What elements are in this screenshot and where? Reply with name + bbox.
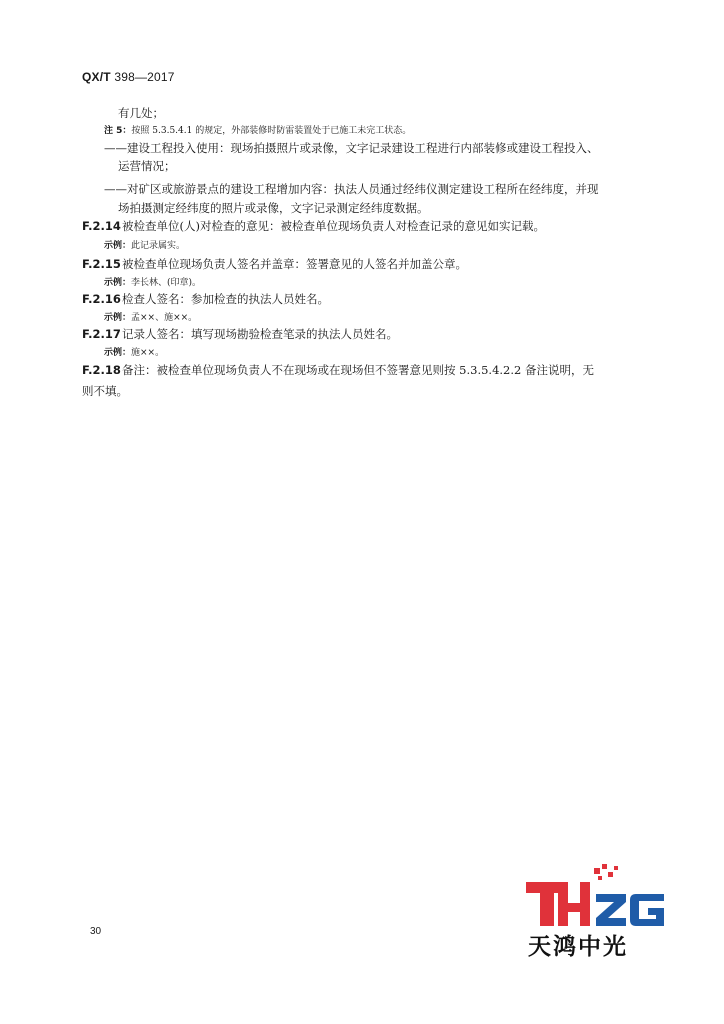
section-continuation: 则不填。 — [82, 384, 128, 398]
example-label: 示例： — [104, 241, 132, 251]
text-line: 有几处； — [118, 106, 164, 120]
section-number: F.2.16 — [82, 292, 121, 306]
section-text: 被检查单位(人)对检查的意见：被检查单位现场负责人对检查记录的意见如实记载。 — [122, 219, 545, 233]
section-text: 记录人签名：填写现场勘验检查笔录的执法人员姓名。 — [122, 327, 398, 341]
section-number: F.2.18 — [82, 363, 121, 377]
example-text: 李长林、(印章)。 — [131, 278, 202, 288]
section-f-2-15 — [82, 256, 467, 272]
document-code — [82, 70, 175, 84]
section-text: 被检查单位现场负责人签名并盖章：签署意见的人签名并加盖公章。 — [122, 257, 467, 271]
section-f-2-16 — [82, 291, 329, 307]
section-number: F.2.14 — [82, 219, 121, 233]
example-line — [104, 345, 164, 361]
logo-mark-icon — [524, 860, 669, 928]
section-f-2-18 — [82, 362, 594, 378]
section-f-2-14 — [82, 218, 545, 234]
section-text: 检查人签名：参加检查的执法人员姓名。 — [122, 292, 329, 306]
section-f-2-17 — [82, 326, 398, 342]
section-text: 备注：被检查单位现场负责人不在现场或在现场但不签署意见则按 5.3.5.4.2.2 备注说明，无 — [122, 363, 594, 377]
note-line — [104, 123, 411, 139]
list-item: ——建设工程投入使用：现场拍摄照片或录像，文字记录建设工程进行内部装修或建设工程投入、 — [104, 141, 599, 155]
example-label: 示例： — [104, 278, 132, 288]
code-number: 398—2017 — [114, 70, 175, 84]
company-logo — [524, 860, 669, 960]
example-label: 示例： — [104, 313, 132, 323]
logo-text: 天鸿中光 — [528, 934, 628, 960]
example-line — [104, 238, 185, 254]
text-line: 场拍摄测定经纬度的照片或录像，文字记录测定经纬度数据。 — [118, 201, 429, 215]
code-prefix: QX/T — [82, 70, 111, 84]
note-text: 按照 5.3.5.4.1 的规定，外部装修时防雷装置处于已施工未完工状态。 — [131, 126, 412, 136]
example-line — [104, 310, 197, 326]
note-label: 注 5： — [104, 126, 132, 136]
section-number: F.2.15 — [82, 257, 121, 271]
example-text: 此记录属实。 — [131, 241, 186, 251]
example-line — [104, 275, 201, 291]
section-number: F.2.17 — [82, 327, 121, 341]
list-item: ——对矿区或旅游景点的建设工程增加内容：执法人员通过经纬仪测定建设工程所在经纬度，并现 — [104, 182, 599, 196]
example-label: 示例： — [104, 348, 132, 358]
example-text: 施××。 — [131, 348, 165, 358]
page-number: 30 — [90, 926, 102, 937]
text-line: 运营情况； — [118, 159, 176, 173]
example-text: 孟××、施××。 — [131, 313, 198, 323]
